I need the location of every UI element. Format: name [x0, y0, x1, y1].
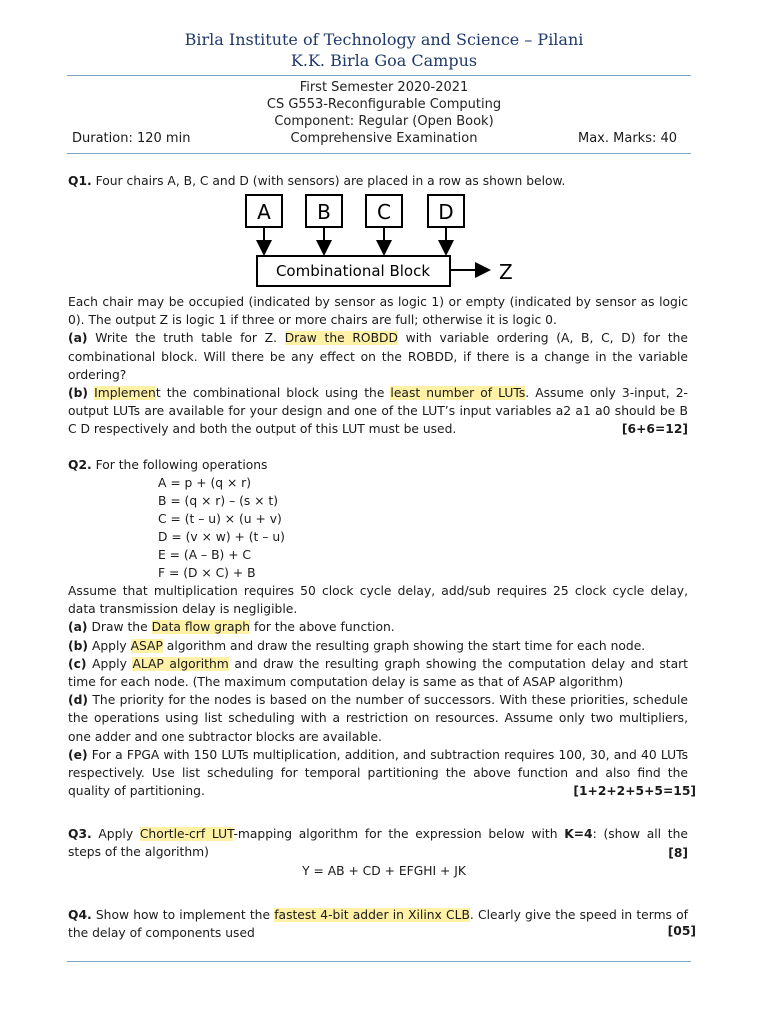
q2-intro [68, 456, 688, 474]
q1-marks: [6+6=12] [621, 422, 688, 436]
q4-text-1: Show how to implement the [91, 908, 275, 922]
course-title: CS G553-Reconfigurable Computing [266, 97, 502, 112]
q1a-text-2: with variable ordering (A, B, C, D) for the combinational block. Will there be any effect on the ROBDD, if there is a change in the variable ordering? [68, 331, 689, 382]
q1a-label: (a) [68, 331, 88, 346]
q3-label: Q3. [68, 827, 92, 841]
exam-type: Comprehensive Examination [290, 131, 478, 146]
q4-body [68, 906, 688, 942]
q1b-highlight-2: least number of LUTs [390, 386, 526, 401]
q2e-text: For a FPGA with 150 LUTs multiplication, addition, and subtraction requires 100, 30, and 40 LUTs respectively. Use list scheduling for temporal partitioning the above function and also find the quality of partitioning. [68, 747, 688, 799]
q3-text-1: Apply [91, 827, 140, 841]
q2-equation-c: C = (t – u) × (u + v) [158, 512, 282, 526]
q2-equation-a: A = p + (q × r) [158, 476, 252, 490]
input-b-label: B [317, 200, 331, 224]
q1b-text-2: . Assume only 3-input, 2-output LUTs are available for your design and one of the LUT’s input variables a2 a1 a0 should be B C D respectively and both the output of this LUT must be used. [68, 386, 688, 437]
footer-divider [67, 961, 691, 962]
q1-intro [68, 172, 688, 190]
q2-equation-e: E = (A – B) + C [158, 548, 252, 562]
q2-assumption: Assume that multiplication requires 50 clock cycle delay, add/sub requires 25 clock cycle delay, data transmission delay is negligible. [68, 584, 688, 617]
component: Component: Regular (Open Book) [274, 114, 494, 129]
q2c-text-2: and draw the resulting graph showing the computation delay and start time for each node. (The maximum computation delay is same as that of ASAP algorithm) [68, 656, 688, 690]
input-a-label: A [257, 200, 271, 224]
q4-highlight: fastest 4-bit adder in Xilinx CLB [274, 908, 470, 922]
q2-equation-d: D = (v × w) + (t – u) [158, 530, 285, 544]
input-c-label: C [377, 200, 391, 224]
input-d-label: D [438, 200, 454, 224]
q3-k-value: K=4 [564, 827, 593, 841]
q3-body [68, 825, 688, 861]
q1-description: Each chair may be occupied (indicated by sensor as logic 1) or empty (indicated by sensor as logic 0). The output Z is logic 1 if three or more chairs are full; otherwise it is logic 0. [68, 295, 688, 328]
q3-highlight: Chortle-crf LUT [139, 827, 234, 841]
header-divider [67, 75, 691, 76]
q2d-text: The priority for the nodes is based on the number of successors. With these priorities, schedule the operations using list scheduling with a restriction on resources. Assume only two multipliers, one adder and one subtractor blocks are available. [68, 693, 688, 744]
q1b-highlight-1: Implemen [94, 386, 156, 401]
q4-label: Q4. [68, 908, 92, 922]
q4-marks: [05] [667, 924, 696, 938]
q1-intro-text: Four chairs A, B, C and D (with sensors) are placed in a row as shown below. [95, 174, 566, 188]
q2c-label: (c) [68, 656, 87, 671]
institute-name: Birla Institute of Technology and Science – Pilani [184, 30, 584, 49]
q2a-text-2: for the above function. [250, 620, 395, 635]
input-box-d [428, 195, 464, 252]
campus-name: K.K. Birla Goa Campus [290, 51, 478, 70]
header-divider-2 [67, 153, 691, 154]
q1b-label: (b) [68, 386, 89, 401]
q2b-highlight: ASAP [130, 638, 163, 653]
q2-label: Q2. [68, 458, 92, 472]
q2a-text-1: Draw the [87, 620, 152, 635]
q2-marks: [1+2+2+5+5=15] [573, 784, 696, 798]
q2-intro-text: For the following operations [95, 458, 268, 472]
q2d-label: (d) [68, 693, 89, 708]
q1-label: Q1. [68, 174, 92, 188]
combinational-block-diagram [0, 190, 768, 290]
input-box-a [246, 195, 282, 252]
combinational-block [257, 256, 513, 286]
q3-text-3: : (show all the steps of the algorithm) [68, 827, 688, 860]
input-box-b [306, 195, 342, 252]
q1a-highlight: Draw the ROBDD [284, 331, 398, 346]
q1b-text-1: t the combinational block using the [155, 386, 391, 401]
q3-marks: [8] [668, 846, 688, 860]
q2-equation-f: F = (D × C) + B [158, 566, 256, 580]
q2a-highlight: Data flow graph [151, 620, 251, 635]
q3-expression: Y = AB + CD + EFGHI + JK [302, 864, 466, 878]
q4-text-2: . Clearly give the speed in terms of the delay of components used [68, 908, 689, 941]
semester: First Semester 2020-2021 [299, 80, 469, 95]
q1a-text-1: Write the truth table for Z. [87, 331, 285, 346]
duration: Duration: 120 min [72, 131, 191, 146]
q1-body [68, 293, 688, 439]
q3-text-2: -mapping algorithm for the expression below with [233, 827, 565, 841]
q2a-label: (a) [68, 620, 88, 635]
q2c-text-1: Apply [86, 656, 133, 671]
output-z-label: Z [499, 260, 513, 284]
max-marks: Max. Marks: 40 [578, 131, 678, 146]
q2-equation-b: B = (q × r) – (s × t) [158, 494, 279, 508]
q2c-highlight: ALAP algorithm [132, 656, 229, 671]
q2b-text-1: Apply [88, 638, 131, 653]
q2e-label: (e) [68, 747, 88, 762]
block-label: Combinational Block [275, 262, 431, 280]
q2-body [68, 582, 688, 800]
input-box-c [366, 195, 402, 252]
q2b-label: (b) [68, 638, 89, 653]
q2b-text-2: algorithm and draw the resulting graph showing the start time for each node. [162, 638, 646, 653]
